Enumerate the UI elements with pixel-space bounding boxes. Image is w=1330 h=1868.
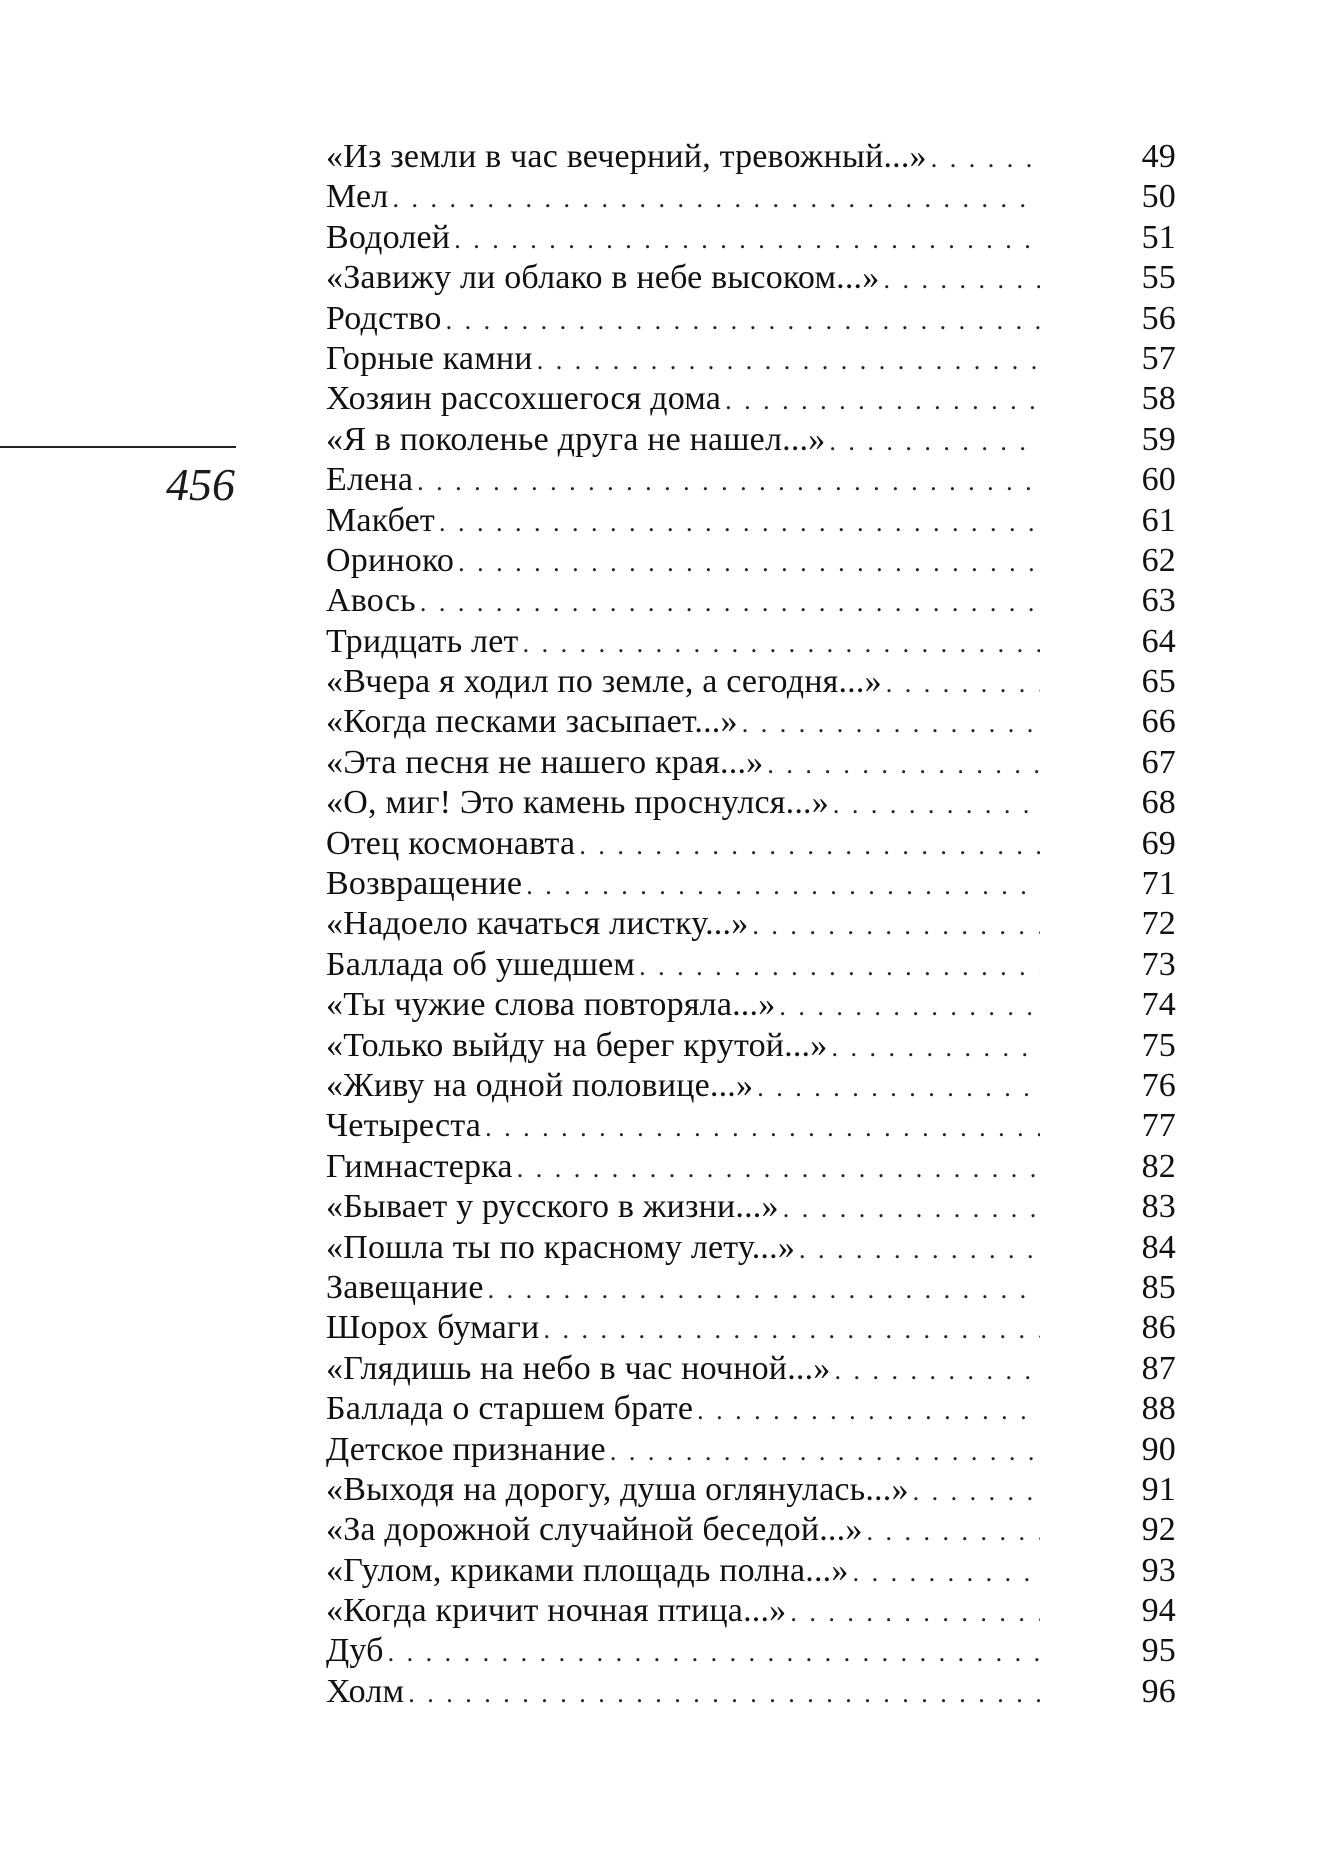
toc-entry-page: 87	[1141, 1349, 1176, 1387]
toc-entry	[326, 1187, 1176, 1227]
dot-leader	[543, 1310, 1040, 1350]
toc-title-with-leader	[326, 177, 1046, 219]
toc-title-with-leader	[326, 379, 1046, 421]
toc-entry-page: 77	[1141, 1107, 1176, 1145]
toc-entry-title: «Только выйду на берег крутой...»	[326, 1026, 828, 1064]
toc-entry-page: 62	[1141, 541, 1176, 579]
toc-entry-page: 57	[1141, 339, 1176, 377]
toc-title-with-leader	[326, 1228, 1046, 1270]
toc-entry	[326, 339, 1176, 379]
dot-leader	[867, 1512, 1040, 1552]
toc-title-with-leader	[326, 1470, 1046, 1512]
toc-entry-title: «Когда кричит ночная птица...»	[326, 1592, 787, 1630]
toc-entry-title: Отец космонавта	[326, 824, 576, 862]
toc-title-with-leader	[326, 460, 1046, 502]
toc-title-with-leader	[326, 1106, 1046, 1148]
toc-title-with-leader	[326, 824, 1046, 866]
dot-leader	[742, 704, 1040, 744]
toc-entry-page: 76	[1141, 1066, 1176, 1104]
toc-entry-title: Детское признание	[326, 1430, 606, 1468]
toc-entry	[326, 137, 1176, 177]
dot-leader	[913, 1472, 1040, 1512]
dot-leader	[488, 1270, 1040, 1310]
toc-entry-title: «Гулом, криками площадь полна...»	[326, 1551, 849, 1589]
dot-leader	[697, 1391, 1040, 1431]
toc-entry	[326, 218, 1176, 258]
toc-title-with-leader	[326, 501, 1046, 543]
toc-entry-page: 75	[1141, 1026, 1176, 1064]
toc-entry-page: 69	[1141, 824, 1176, 862]
toc-entry-page: 59	[1141, 420, 1176, 458]
toc-entry-title: «Я в поколенье друга не нашел...»	[326, 420, 826, 458]
toc-entry-title: «Глядишь на небо в час ночной...»	[326, 1349, 831, 1387]
toc-title-with-leader	[326, 1591, 1046, 1633]
toc-title-with-leader	[326, 581, 1046, 623]
toc-entry-title: «Ты чужие слова повторяла...»	[326, 986, 776, 1024]
toc-entry-page: 94	[1141, 1592, 1176, 1630]
toc-entry-page: 71	[1141, 865, 1176, 903]
dot-leader	[831, 1028, 1040, 1068]
toc-entry-title: Хозяин рассохшегося дома	[326, 380, 722, 418]
dot-leader	[420, 583, 1040, 623]
toc-title-with-leader	[326, 985, 1046, 1027]
toc-entry-title: Ориноко	[326, 541, 455, 579]
toc-title-with-leader	[326, 1308, 1046, 1350]
toc-entry	[326, 985, 1176, 1025]
toc-entry	[326, 1631, 1176, 1671]
toc-title-with-leader	[326, 1389, 1046, 1431]
toc-title-with-leader	[326, 258, 1046, 300]
dot-leader	[853, 1553, 1040, 1593]
dot-leader	[829, 422, 1040, 462]
toc-entry-page: 90	[1141, 1430, 1176, 1468]
toc-entry-page: 68	[1141, 784, 1176, 822]
dot-leader	[537, 341, 1040, 381]
toc-entry	[326, 824, 1176, 864]
dot-leader	[779, 987, 1040, 1027]
toc-entry-title: Водолей	[326, 218, 451, 256]
dot-leader	[610, 1432, 1040, 1472]
toc-entry-page: 96	[1141, 1672, 1176, 1710]
toc-entry-title: «Живу на одной половице...»	[326, 1066, 754, 1104]
toc-entry	[326, 702, 1176, 742]
toc-entry	[326, 1268, 1176, 1308]
toc-entry-title: «За дорожной случайной беседой...»	[326, 1511, 863, 1549]
toc-entry-title: «Бывает у русского в жизни...»	[326, 1188, 779, 1226]
page-number: 456	[166, 459, 235, 510]
toc-entry-title: Возвращение	[326, 865, 523, 903]
toc-entry	[326, 1551, 1176, 1591]
toc-entry-page: 63	[1141, 582, 1176, 620]
dot-leader	[833, 785, 1040, 825]
toc-entry	[326, 1147, 1176, 1187]
dot-leader	[783, 1189, 1040, 1229]
toc-entry	[326, 1308, 1176, 1348]
toc-entry-title: Мел	[326, 178, 389, 216]
toc-entry-title: Баллада об ушедшем	[326, 945, 636, 983]
table-of-contents	[326, 137, 1176, 1712]
toc-entry	[326, 1591, 1176, 1631]
toc-entry-page: 85	[1141, 1268, 1176, 1306]
toc-entry-title: Холм	[326, 1672, 405, 1710]
dot-leader	[388, 1633, 1040, 1673]
toc-entry-page: 86	[1141, 1309, 1176, 1347]
toc-entry-title: Дуб	[326, 1632, 384, 1670]
dot-leader	[790, 1593, 1040, 1633]
toc-title-with-leader	[326, 339, 1046, 381]
toc-entry-title: «О, миг! Это камень проснулся...»	[326, 784, 829, 822]
toc-entry	[326, 662, 1176, 702]
dot-leader	[517, 1149, 1040, 1189]
toc-title-with-leader	[326, 1268, 1046, 1310]
toc-entry	[326, 1106, 1176, 1146]
toc-title-with-leader	[326, 864, 1046, 906]
toc-entry	[326, 177, 1176, 217]
toc-entry-title: Гимнастерка	[326, 1147, 513, 1185]
toc-entry-page: 88	[1141, 1390, 1176, 1428]
toc-entry-page: 83	[1141, 1188, 1176, 1226]
toc-entry	[326, 258, 1176, 298]
toc-entry-title: Шорох бумаги	[326, 1309, 540, 1347]
toc-entry	[326, 783, 1176, 823]
toc-entry	[326, 1510, 1176, 1550]
toc-title-with-leader	[326, 1510, 1046, 1552]
toc-entry-page: 95	[1141, 1632, 1176, 1670]
toc-title-with-leader	[326, 1672, 1046, 1714]
dot-leader	[799, 1230, 1040, 1270]
toc-entry	[326, 945, 1176, 985]
toc-entry-title: Тридцать лет	[326, 622, 519, 660]
toc-title-with-leader	[326, 1349, 1046, 1391]
toc-entry-title: «Завижу ли облако в небе высоком...»	[326, 259, 880, 297]
toc-title-with-leader	[326, 299, 1046, 341]
dot-leader	[579, 826, 1040, 866]
toc-entry-title: «Надоело качаться листку...»	[326, 905, 749, 943]
dot-leader	[454, 220, 1040, 260]
toc-title-with-leader	[326, 1551, 1046, 1593]
toc-entry-page: 67	[1141, 743, 1176, 781]
dot-leader	[458, 543, 1040, 583]
toc-entry	[326, 1026, 1176, 1066]
dot-leader	[485, 1108, 1040, 1148]
toc-title-with-leader	[326, 662, 1046, 704]
toc-entry	[326, 743, 1176, 783]
toc-entry	[326, 541, 1176, 581]
toc-entry-page: 56	[1141, 299, 1176, 337]
toc-title-with-leader	[326, 783, 1046, 825]
toc-title-with-leader	[326, 1430, 1046, 1472]
toc-entry-page: 64	[1141, 622, 1176, 660]
toc-entry-page: 84	[1141, 1228, 1176, 1266]
toc-entry-title: «Когда песками засыпает...»	[326, 703, 738, 741]
dot-leader	[757, 1068, 1040, 1108]
toc-title-with-leader	[326, 622, 1046, 664]
toc-entry-title: Макбет	[326, 501, 435, 539]
toc-entry-title: «Пошла ты по красному лету...»	[326, 1228, 796, 1266]
toc-entry	[326, 904, 1176, 944]
toc-entry-page: 61	[1141, 501, 1176, 539]
toc-title-with-leader	[326, 904, 1046, 946]
toc-entry-page: 66	[1141, 703, 1176, 741]
toc-title-with-leader	[326, 743, 1046, 785]
toc-title-with-leader	[326, 137, 1046, 179]
toc-title-with-leader	[326, 420, 1046, 462]
toc-entry	[326, 622, 1176, 662]
dot-leader	[408, 1674, 1040, 1714]
toc-entry	[326, 1228, 1176, 1268]
toc-entry	[326, 1389, 1176, 1429]
toc-entry-page: 49	[1141, 138, 1176, 175]
toc-entry	[326, 1672, 1176, 1712]
toc-entry	[326, 299, 1176, 339]
dot-leader	[446, 301, 1040, 341]
dot-leader	[883, 260, 1040, 300]
toc-title-with-leader	[326, 1026, 1046, 1068]
toc-entry-title: Завещание	[326, 1268, 484, 1306]
toc-entry	[326, 1349, 1176, 1389]
toc-entry-page: 73	[1141, 945, 1176, 983]
dot-leader	[523, 624, 1040, 664]
toc-entry-title: «Эта песня не нашего края...»	[326, 743, 764, 781]
dot-leader	[752, 906, 1040, 946]
toc-entry-page: 74	[1141, 986, 1176, 1024]
toc-entry-page: 58	[1141, 380, 1176, 418]
toc-entry-title: «Вчера я ходил по земле, а сегодня...»	[326, 663, 882, 701]
dot-leader	[886, 664, 1040, 704]
toc-entry	[326, 460, 1176, 500]
dot-leader	[439, 503, 1040, 543]
toc-entry-page: 51	[1141, 218, 1176, 256]
toc-entry-title: «Из земли в час вечерний, тревожный...»	[326, 138, 927, 175]
toc-title-with-leader	[326, 541, 1046, 583]
toc-entry	[326, 1066, 1176, 1106]
dot-leader	[931, 139, 1040, 179]
toc-entry-page: 55	[1141, 259, 1176, 297]
toc-entry	[326, 864, 1176, 904]
toc-entry	[326, 1430, 1176, 1470]
toc-title-with-leader	[326, 218, 1046, 260]
toc-entry-title: Четыреста	[326, 1107, 482, 1145]
toc-entry-title: Елена	[326, 461, 414, 499]
toc-entry-page: 65	[1141, 663, 1176, 701]
toc-entry-title: Родство	[326, 299, 442, 337]
toc-entry-page: 82	[1141, 1147, 1176, 1185]
dot-leader	[526, 866, 1040, 906]
toc-entry	[326, 420, 1176, 460]
toc-title-with-leader	[326, 702, 1046, 744]
toc-entry-page: 92	[1141, 1511, 1176, 1549]
dot-leader	[835, 1351, 1041, 1391]
toc-title-with-leader	[326, 945, 1046, 987]
toc-entry-title: Баллада о старшем брате	[326, 1390, 694, 1428]
toc-title-with-leader	[326, 1631, 1046, 1673]
dot-leader	[392, 179, 1040, 219]
toc-entry-page: 60	[1141, 461, 1176, 499]
toc-entry	[326, 379, 1176, 419]
toc-entry-title: Горные камни	[326, 339, 533, 377]
margin-rule	[0, 446, 236, 448]
toc-entry-page: 93	[1141, 1551, 1176, 1589]
toc-entry-page: 91	[1141, 1470, 1176, 1508]
dot-leader	[639, 947, 1040, 987]
toc-title-with-leader	[326, 1066, 1046, 1108]
dot-leader	[417, 462, 1040, 502]
dot-leader	[725, 381, 1040, 421]
toc-entry-page: 50	[1141, 178, 1176, 216]
toc-entry	[326, 501, 1176, 541]
toc-title-with-leader	[326, 1147, 1046, 1189]
toc-entry	[326, 581, 1176, 621]
toc-entry-title: «Выходя на дорогу, душа оглянулась...»	[326, 1470, 909, 1508]
toc-entry-title: Авось	[326, 582, 416, 620]
toc-entry	[326, 1470, 1176, 1510]
dot-leader	[767, 745, 1040, 785]
toc-entry-page: 72	[1141, 905, 1176, 943]
toc-title-with-leader	[326, 1187, 1046, 1229]
